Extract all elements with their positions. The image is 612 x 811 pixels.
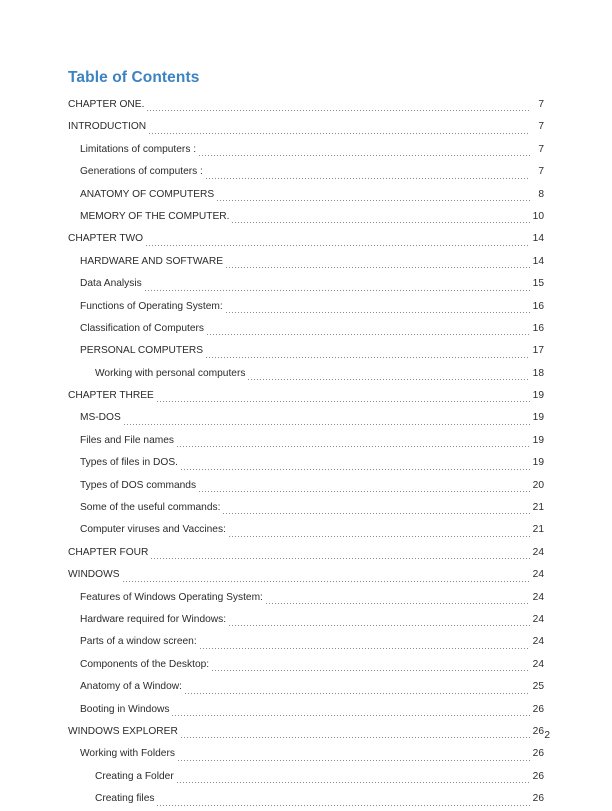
page-title: Table of Contents xyxy=(68,69,200,86)
toc-entry-title: Limitations of computers : xyxy=(80,143,197,155)
toc-entry-title: MS-DOS xyxy=(80,412,121,424)
toc-entry-title: ANATOMY OF COMPUTERS xyxy=(80,188,215,200)
toc-entry-title: CHAPTER TWO xyxy=(68,233,144,245)
toc-entry-page-number: 21 xyxy=(532,502,544,514)
toc-entry-page-number: 24 xyxy=(532,636,544,648)
toc-entry-page-number: 21 xyxy=(532,524,544,536)
toc-entry-list xyxy=(68,94,544,811)
dot-leader xyxy=(199,631,530,653)
toc-entry-title: Parts of a window screen: xyxy=(80,636,197,648)
toc-entry-title: CHAPTER THREE xyxy=(68,390,154,402)
toc-entry[interactable] xyxy=(68,564,544,586)
toc-entry-page-number: 10 xyxy=(532,210,544,222)
dot-leader xyxy=(150,542,530,564)
toc-entry[interactable] xyxy=(68,452,544,474)
toc-entry[interactable] xyxy=(68,228,544,250)
dot-leader xyxy=(225,251,530,273)
toc-entry-page-number: 14 xyxy=(532,233,544,245)
toc-entry-title: Data Analysis xyxy=(80,278,142,290)
dot-leader xyxy=(198,139,530,161)
toc-entry[interactable] xyxy=(68,296,544,318)
toc-entry-title: Hardware required for Windows: xyxy=(80,613,227,625)
toc-entry[interactable] xyxy=(68,184,544,206)
toc-entry-title: Files and File names xyxy=(80,434,174,446)
toc-entry-page-number: 14 xyxy=(532,255,544,267)
dot-leader xyxy=(247,363,530,385)
toc-entry[interactable] xyxy=(68,318,544,340)
dot-leader xyxy=(265,587,530,609)
toc-entry-page-number: 20 xyxy=(532,479,544,491)
toc-entry-title: CHAPTER FOUR xyxy=(68,546,149,558)
toc-entry-title: Creating files xyxy=(95,793,155,805)
toc-entry[interactable] xyxy=(68,251,544,273)
toc-entry-page-number: 24 xyxy=(532,569,544,581)
dot-leader xyxy=(176,430,530,452)
toc-entry[interactable] xyxy=(68,475,544,497)
toc-entry-page-number: 17 xyxy=(532,345,544,357)
toc-entry[interactable] xyxy=(68,721,544,743)
toc-entry-title: INTRODUCTION xyxy=(68,121,147,133)
dot-leader xyxy=(148,116,530,138)
toc-entry-title: Components of the Desktop: xyxy=(80,658,210,670)
dot-leader xyxy=(123,407,530,429)
toc-entry-page-number: 24 xyxy=(532,613,544,625)
toc-entry-title: Functions of Operating System: xyxy=(80,300,223,312)
toc-entry-title: Computer viruses and Vaccines: xyxy=(80,524,226,536)
toc-entry-page-number: 26 xyxy=(532,793,544,805)
toc-entry-title: Features of Windows Operating System: xyxy=(80,591,263,603)
toc-entry[interactable] xyxy=(68,542,544,564)
toc-entry-page-number: 19 xyxy=(532,412,544,424)
toc-entry-title: WINDOWS xyxy=(68,569,120,581)
toc-entry-page-number: 7 xyxy=(538,121,544,133)
dot-leader xyxy=(225,296,530,318)
dot-leader xyxy=(231,206,530,228)
toc-entry-page-number: 7 xyxy=(538,98,544,110)
toc-entry-page-number: 15 xyxy=(532,278,544,290)
toc-entry[interactable] xyxy=(68,676,544,698)
toc-entry[interactable] xyxy=(68,430,544,452)
dot-leader xyxy=(156,385,530,407)
dot-leader xyxy=(144,273,530,295)
toc-entry[interactable] xyxy=(68,94,544,116)
toc-entry-page-number: 26 xyxy=(532,725,544,737)
dot-leader xyxy=(228,609,530,631)
toc-entry[interactable] xyxy=(68,340,544,362)
toc-entry-page-number: 26 xyxy=(532,703,544,715)
dot-leader xyxy=(171,699,530,721)
dot-leader xyxy=(180,452,530,474)
toc-entry[interactable] xyxy=(68,631,544,653)
toc-entry-page-number: 19 xyxy=(532,434,544,446)
toc-entry[interactable] xyxy=(68,363,544,385)
toc-entry-page-number: 24 xyxy=(532,658,544,670)
toc-entry[interactable] xyxy=(68,407,544,429)
toc-entry-title: Types of DOS commands xyxy=(80,479,197,491)
dot-leader xyxy=(184,676,530,698)
toc-entry[interactable] xyxy=(68,385,544,407)
toc-entry[interactable] xyxy=(68,654,544,676)
toc-entry[interactable] xyxy=(68,743,544,765)
toc-entry-page-number: 18 xyxy=(532,367,544,379)
toc-entry[interactable] xyxy=(68,161,544,183)
toc-entry[interactable] xyxy=(68,587,544,609)
toc-entry-title: WINDOWS EXPLORER xyxy=(68,725,178,737)
toc-entry[interactable] xyxy=(68,206,544,228)
toc-entry-title: Booting in Windows xyxy=(80,703,170,715)
toc-entry-title: Types of files in DOS. xyxy=(80,457,178,469)
toc-entry[interactable] xyxy=(68,116,544,138)
toc-entry-page-number: 24 xyxy=(532,591,544,603)
page-number: 2 xyxy=(544,730,550,741)
toc-entry-page-number: 7 xyxy=(538,143,544,155)
toc-entry-title: Classification of Computers xyxy=(80,322,204,334)
dot-leader xyxy=(206,318,530,340)
toc-entry-title: CHAPTER ONE. xyxy=(68,98,145,110)
toc-entry-page-number: 25 xyxy=(532,681,544,693)
table-of-contents xyxy=(68,68,544,811)
toc-entry-page-number: 16 xyxy=(532,300,544,312)
toc-entry-title: Some of the useful commands: xyxy=(80,502,221,514)
toc-entry-title: Generations of computers : xyxy=(80,166,203,178)
dot-leader xyxy=(228,519,530,541)
toc-entry-title: Anatomy of a Window: xyxy=(80,681,182,693)
toc-entry[interactable] xyxy=(68,699,544,721)
toc-entry-title: PERSONAL COMPUTERS xyxy=(80,345,204,357)
dot-leader xyxy=(211,654,530,676)
dot-leader xyxy=(216,184,530,206)
toc-entry-page-number: 7 xyxy=(538,166,544,178)
toc-entry-title: Creating a Folder xyxy=(95,770,174,782)
dot-leader xyxy=(176,766,530,788)
toc-entry-title: MEMORY OF THE COMPUTER. xyxy=(80,210,230,222)
toc-entry-title: HARDWARE AND SOFTWARE xyxy=(80,255,224,267)
toc-entry[interactable] xyxy=(68,273,544,295)
dot-leader xyxy=(145,228,530,250)
dot-leader xyxy=(205,340,530,362)
toc-entry[interactable] xyxy=(68,609,544,631)
dot-leader xyxy=(180,721,530,743)
toc-entry[interactable] xyxy=(68,788,544,810)
dot-leader xyxy=(146,94,530,116)
toc-entry-page-number: 26 xyxy=(532,748,544,760)
toc-entry-page-number: 19 xyxy=(532,457,544,469)
dot-leader xyxy=(156,788,530,810)
dot-leader xyxy=(222,497,530,519)
dot-leader xyxy=(205,161,530,183)
toc-entry[interactable] xyxy=(68,497,544,519)
toc-entry-page-number: 26 xyxy=(532,770,544,782)
dot-leader xyxy=(198,475,530,497)
toc-entry-page-number: 8 xyxy=(538,188,544,200)
toc-entry-title: Working with Folders xyxy=(80,748,175,760)
dot-leader xyxy=(122,564,531,586)
toc-entry[interactable] xyxy=(68,519,544,541)
toc-entry-page-number: 24 xyxy=(532,546,544,558)
toc-entry[interactable] xyxy=(68,766,544,788)
toc-entry-title: Working with personal computers xyxy=(95,367,246,379)
toc-entry[interactable] xyxy=(68,139,544,161)
toc-entry-page-number: 19 xyxy=(532,390,544,402)
toc-entry-page-number: 16 xyxy=(532,322,544,334)
dot-leader xyxy=(177,743,530,765)
